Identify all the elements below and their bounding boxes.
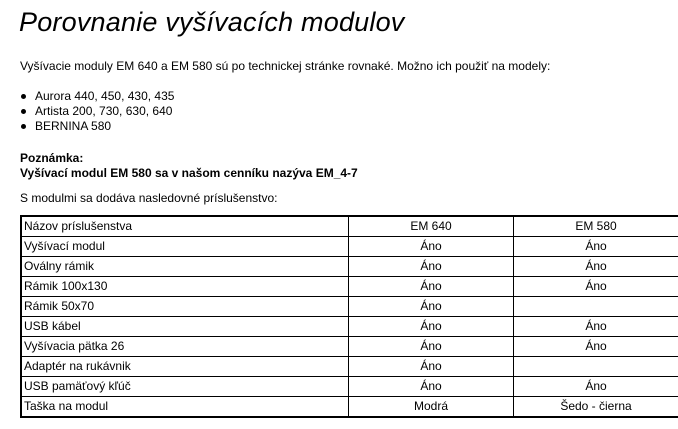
- bullet-icon: [21, 124, 26, 129]
- model-name: Aurora 440, 450, 430, 435: [35, 89, 175, 103]
- list-item: [20, 89, 670, 104]
- em580-cell: [514, 357, 678, 377]
- accessory-name-cell: Adaptér na rukávnik: [21, 357, 349, 377]
- model-list: [20, 89, 670, 134]
- bullet-icon: [21, 94, 26, 99]
- em580-cell: Šedo - čierna: [514, 397, 678, 418]
- accessory-name-cell: Vyšívacia pätka 26: [21, 337, 349, 357]
- em580-cell: Áno: [514, 377, 678, 397]
- em640-cell: Áno: [349, 377, 514, 397]
- header-em580: EM 580: [514, 216, 678, 237]
- table-row: [21, 237, 678, 257]
- em580-cell: Áno: [514, 317, 678, 337]
- note-text: Vyšívací modul EM 580 sa v našom cenníku nazýva EM_4-7: [20, 166, 358, 180]
- em580-cell: [514, 297, 678, 317]
- em580-cell: Áno: [514, 257, 678, 277]
- table-row: [21, 397, 678, 418]
- em580-cell: Áno: [514, 337, 678, 357]
- header-accessory-name: Názov príslušenstva: [21, 216, 349, 237]
- list-item: [20, 104, 670, 119]
- intro-text: Vyšívacie moduly EM 640 a EM 580 sú po technickej stránke rovnaké. Možno ich použiť na modely:: [20, 59, 551, 73]
- table-row: [21, 297, 678, 317]
- em640-cell: Áno: [349, 297, 514, 317]
- em640-cell: Áno: [349, 317, 514, 337]
- accessory-name-cell: Taška na modul: [21, 397, 349, 418]
- em640-cell: Modrá: [349, 397, 514, 418]
- model-name: Artista 200, 730, 630, 640: [35, 104, 173, 118]
- accessory-name-cell: Rámik 50x70: [21, 297, 349, 317]
- em580-cell: Áno: [514, 237, 678, 257]
- em640-cell: Áno: [349, 357, 514, 377]
- page-content: [20, 0, 670, 418]
- accessories-intro: S modulmi sa dodáva nasledovné príslušenstvo:: [20, 191, 278, 205]
- em640-cell: Áno: [349, 237, 514, 257]
- page-title: Porovnanie vyšívacích modulov: [19, 7, 405, 37]
- accessory-name-cell: Oválny rámik: [21, 257, 349, 277]
- accessory-name-cell: USB kábel: [21, 317, 349, 337]
- bullet-icon: [21, 109, 26, 114]
- em580-cell: Áno: [514, 277, 678, 297]
- table-row: [21, 317, 678, 337]
- table-row: [21, 357, 678, 377]
- accessory-name-cell: USB pamäťový kľúč: [21, 377, 349, 397]
- note-heading: Poznámka:: [20, 151, 84, 165]
- em640-cell: Áno: [349, 277, 514, 297]
- table-row: [21, 377, 678, 397]
- table-row: [21, 257, 678, 277]
- list-item: [20, 119, 670, 134]
- header-em640: EM 640: [349, 216, 514, 237]
- table-row: [21, 337, 678, 357]
- accessory-name-cell: Rámik 100x130: [21, 277, 349, 297]
- accessories-table: [20, 215, 678, 418]
- table-header-row: [21, 216, 678, 237]
- model-name: BERNINA 580: [35, 119, 112, 133]
- accessory-name-cell: Vyšívací modul: [21, 237, 349, 257]
- em640-cell: Áno: [349, 257, 514, 277]
- em640-cell: Áno: [349, 337, 514, 357]
- table-row: [21, 277, 678, 297]
